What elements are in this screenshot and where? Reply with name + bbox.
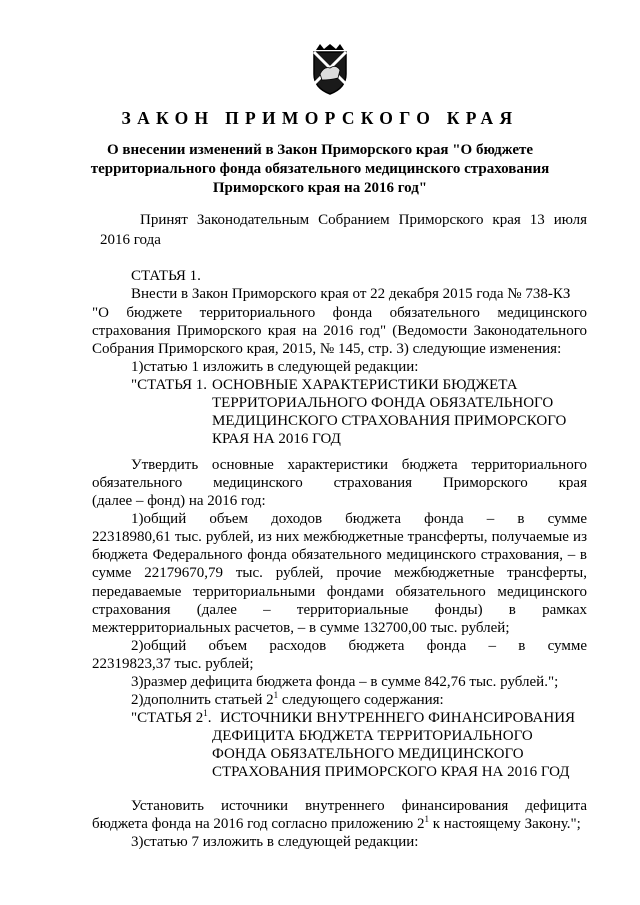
quoted-article-title-line: ДЕФИЦИТА БЮДЖЕТА ТЕРРИТОРИАЛЬНОГО [212,728,533,744]
body-line: (далее – фонд) на 2016 год: [92,493,266,509]
article21-suffix: . [207,710,212,726]
subtitle-line: Приморского края на 2016 год" [212,180,428,196]
item2-sup: 1 [273,690,279,700]
body-line: межтерриториальных расчетов, – в сумме 132700,00 тыс. рублей; [92,620,510,636]
amendment-item-3: 3)статью 7 изложить в следующей редакции: [131,834,419,850]
article21-prefix: "СТАТЬЯ 2 [131,710,204,726]
amendment-item-2 [131,691,444,710]
body-line: сумме 22179670,79 тыс. рублей, прочие межбюджетные трансферты, [92,565,587,581]
body-line: 3)размер дефицита бюджета фонда – в сумме 842,76 тыс. рублей."; [131,674,559,690]
sources-line [92,815,581,834]
sources-line: Установить источники внутреннего финансирования дефицита [131,798,587,814]
law-title: ЗАКОН ПРИМОРСКОГО КРАЯ [121,108,519,128]
body-line: 22319823,37 тыс. рублей; [92,656,254,672]
quoted-article-title-line: ФОНДА ОБЯЗАТЕЛЬНОГО МЕДИЦИНСКОГО [212,746,524,762]
sources-prefix: бюджета фонда на 2016 год согласно приложению 2 [92,816,425,832]
item2-prefix: 2)дополнить статьей 2 [131,692,274,708]
body-line: страхования (далее – территориальные фонды) в рамках [92,602,587,618]
quoted-article-title-line: МЕДИЦИНСКОГО СТРАХОВАНИЯ ПРИМОРСКОГО [212,413,567,429]
amendment-item-1: 1)статью 1 изложить в следующей редакции: [131,359,419,375]
quoted-article-title-line: КРАЯ НА 2016 ГОД [212,431,341,447]
item2-suffix: следующего содержания: [278,692,444,708]
coat-of-arms-icon [310,44,350,96]
sources-suffix: к настоящему Закону."; [429,816,581,832]
quoted-article-title-line: ОСНОВНЫЕ ХАРАКТЕРИСТИКИ БЮДЖЕТА [212,377,518,393]
article-intro-line: Внести в Закон Приморского края от 22 декабря 2015 года № 738-КЗ [131,286,571,302]
body-line: Утвердить основные характеристики бюджета территориального [131,457,587,473]
subtitle-line: О внесении изменений в Закон Приморского края "О бюджете [106,142,534,158]
body-line: обязательного медицинского страхования Приморского края [92,475,587,491]
adopted-line: 2016 года [100,232,161,248]
law-subtitle [60,141,580,198]
sources-sup: 1 [424,814,430,824]
quoted-article-title-line: ИСТОЧНИКИ ВНУТРЕННЕГО ФИНАНСИРОВАНИЯ [220,710,576,726]
article-intro-line: Собрания Приморского края, 2015, № 145, стр. 3) следующие изменения: [92,341,562,357]
body-line: 2)общий объем расходов бюджета фонда – в сумме [131,638,587,654]
body-line: 22318980,61 тыс. рублей, из них межбюджетные трансферты, получаемые из [92,529,587,545]
subtitle-line: территориального фонда обязательного медицинского страхования [90,161,550,177]
quoted-article-title-line: СТРАХОВАНИЯ ПРИМОРСКОГО КРАЯ НА 2016 ГОД [212,764,570,780]
article21-sup: 1 [203,708,208,718]
quoted-article-title-line: ТЕРРИТОРИАЛЬНОГО ФОНДА ОБЯЗАТЕЛЬНОГО [212,395,554,411]
article-heading: СТАТЬЯ 1. [131,268,201,284]
quoted-article-label: "СТАТЬЯ 1. [131,377,208,393]
adopted-line: Принят Законодательным Собранием Приморского края 13 июля [140,212,587,228]
body-line: бюджета Федерального фонда обязательного медицинского страхования, – в [92,547,587,563]
quoted-article-label [131,709,212,728]
body-line: передаваемые территориальными фондами обязательного медицинского [92,584,587,600]
body-line: 1)общий объем доходов бюджета фонда – в сумме [131,511,587,527]
article-intro-line: страхования Приморского края на 2016 год" (Ведомости Законодательного [92,323,587,339]
article-intro-line: "О бюджете территориального фонда обязательного медицинского [92,305,587,321]
